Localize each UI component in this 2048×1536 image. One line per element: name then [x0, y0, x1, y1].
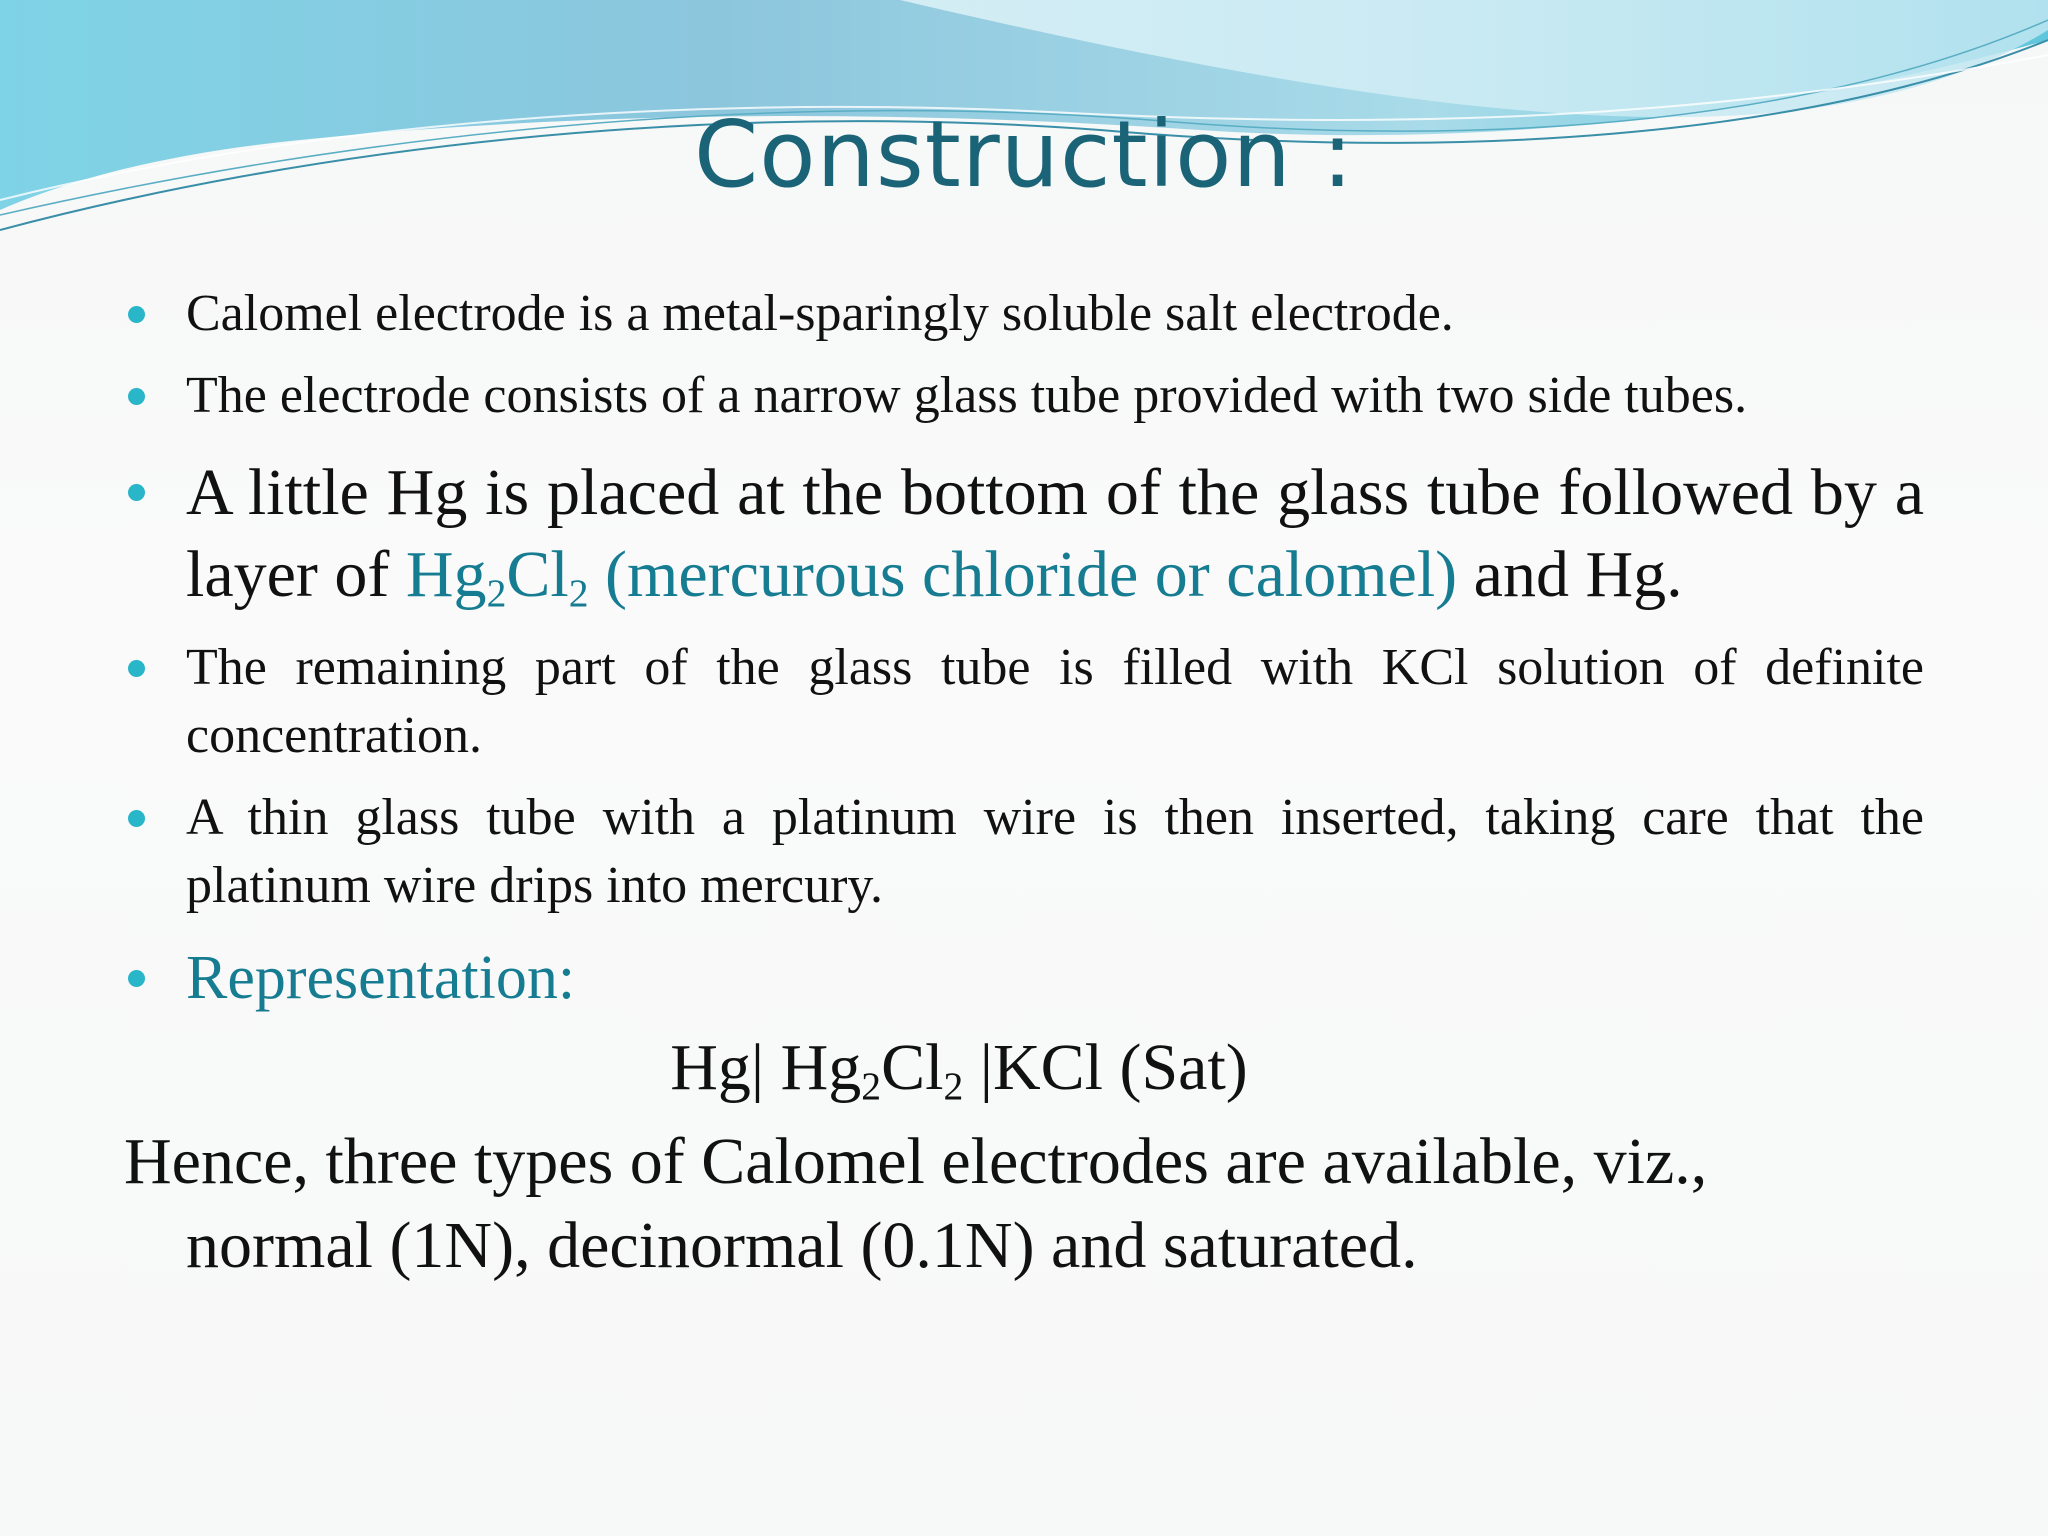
bullet-dot-icon	[128, 810, 145, 827]
bullet-item	[124, 362, 1924, 430]
bullet-text: Calomel electrode is a metal-sparingly soluble salt electrode.	[186, 285, 1454, 342]
formula-subscript: 2	[568, 570, 589, 615]
bullet-text: The remaining part of the glass tube is filled with KCl solution of definite concentration.	[186, 639, 1924, 764]
representation-heading: Representation:	[186, 944, 576, 1012]
bullet-text-tail: and Hg.	[1473, 538, 1683, 611]
bullet-item	[124, 634, 1924, 770]
slide-content	[124, 280, 1924, 1288]
formula-part: |KCl (Sat)	[963, 1031, 1248, 1104]
bullet-item	[124, 784, 1924, 920]
bullet-dot-icon	[128, 970, 145, 987]
bullet-item	[124, 938, 1924, 1018]
conclusion-paragraph	[124, 1120, 1924, 1288]
cell-representation-formula	[124, 1026, 1794, 1110]
bullet-item	[124, 452, 1924, 616]
conclusion-line-2: normal (1N), decinormal (0.1N) and saturated.	[186, 1209, 1418, 1282]
bullet-text: A thin glass tube with a platinum wire is then inserted, taking care that the platinum wire drips into mercury.	[186, 789, 1924, 914]
bullet-dot-icon	[128, 484, 145, 501]
formula-description: (mercurous chloride or calomel)	[605, 538, 1458, 611]
formula-part: Cl	[506, 538, 569, 611]
bullet-item	[124, 280, 1924, 348]
bullet-text: The electrode consists of a narrow glass tube provided with two side tubes.	[186, 367, 1748, 424]
bullet-dot-icon	[128, 660, 145, 677]
bullet-dot-icon	[128, 306, 145, 323]
bullet-dot-icon	[128, 388, 145, 405]
bullet-text: A little Hg is placed at the bottom of the glass tube followed by a layer of	[186, 456, 1924, 611]
formula-part: Cl	[881, 1031, 944, 1104]
formula-subscript: 2	[486, 570, 507, 615]
conclusion-line-1: Hence, three types of Calomel electrodes are available, viz.,	[124, 1125, 1708, 1198]
formula-subscript: 2	[861, 1063, 882, 1108]
formula-part: Hg	[405, 538, 487, 611]
page-title: Construction :	[693, 101, 1355, 208]
formula-part: Hg| Hg	[670, 1031, 862, 1104]
chemical-formula	[405, 538, 589, 615]
formula-subscript: 2	[943, 1063, 964, 1108]
